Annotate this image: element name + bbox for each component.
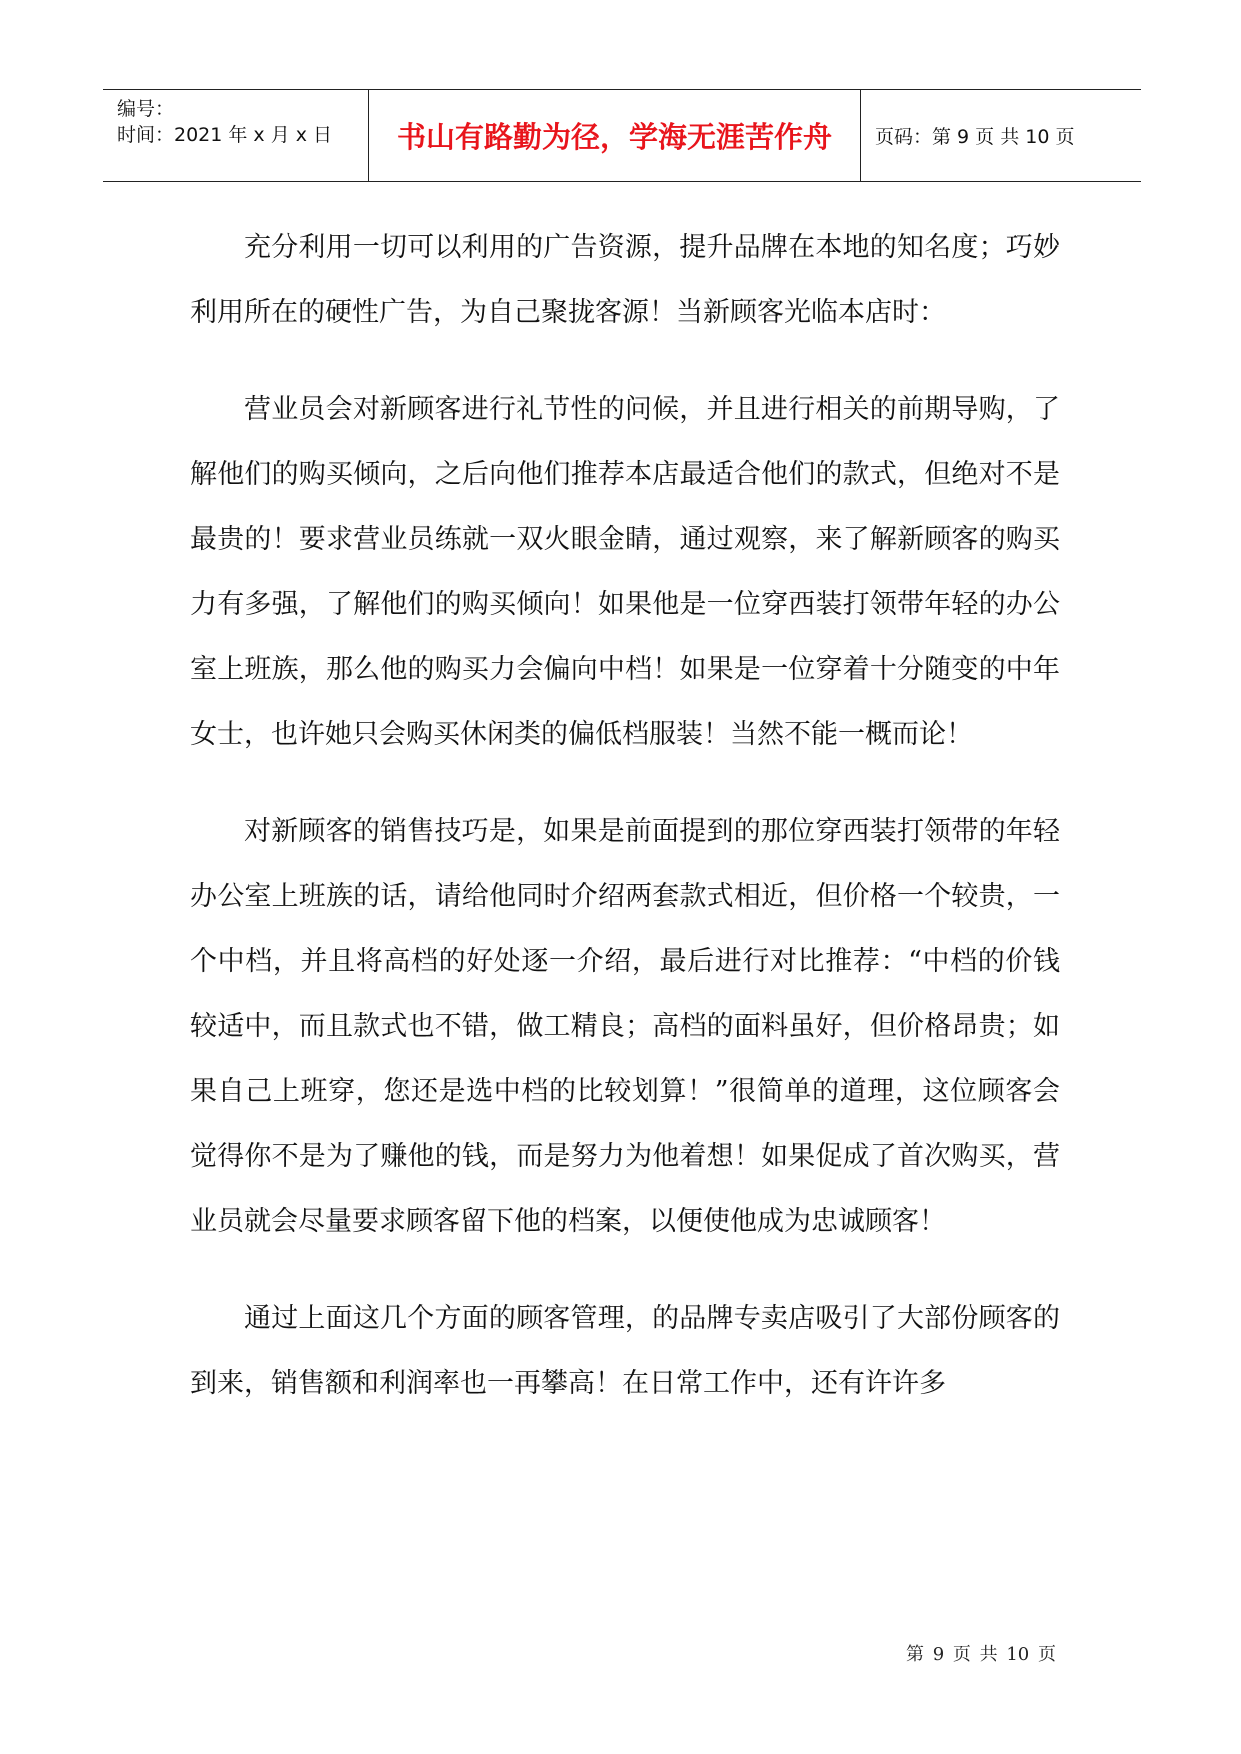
paragraph: 对新顾客的销售技巧是，如果是前面提到的那位穿西装打领带的年轻办公室上班族的话，请给他同时介绍两套款式相近，但价格一个较贵，一个中档，并且将高档的好处逐一介绍，最后进行对比推荐：“中档的价钱较适中，而且款式也不错，做工精良；高档的面料虽好，但价格昂贵；如果自己上班穿，您还是选中档的比较划算！”很简单的道理，这位顾客会觉得你不是为了赚他的钱，而是努力为他着想！如果促成了首次购买，营业员就会尽量要求顾客留下他的档案，以便使他成为忠诚顾客！ xyxy=(190,816,1060,1237)
paragraph: 营业员会对新顾客进行礼节性的问候，并且进行相关的前期导购，了解他们的购买倾向，之后向他们推荐本店最适合他们的款式，但绝对不是最贵的！要求营业员练就一双火眼金睛，通过观察，来了解新顾客的购买力有多强，了解他们的购买倾向！如果他是一位穿西装打领带年轻的办公室上班族，那么他的购买力会偏向中档！如果是一位穿着十分随变的中年女士，也许她只会购买休闲类的偏低档服装！当然不能一概而论！ xyxy=(190,394,1060,750)
paragraph: 充分利用一切可以利用的广告资源，提升品牌在本地的知名度；巧妙利用所在的硬性广告，为自己聚拢客源！当新顾客光临本店时： xyxy=(190,232,1060,328)
page-header xyxy=(103,89,1141,182)
header-meta-cell xyxy=(103,90,369,181)
date-label: 时间：2021 年 x 月 x 日 xyxy=(117,124,333,146)
document-body xyxy=(190,215,1060,1448)
header-page-info: 页码：第 9 页 共 10 页 xyxy=(875,126,1075,148)
paragraph: 通过上面这几个方面的顾客管理，的品牌专卖店吸引了大部份顾客的到来，销售额和利润率也一再攀高！在日常工作中，还有许许多 xyxy=(190,1303,1060,1399)
serial-number-label: 编号： xyxy=(117,98,175,120)
header-motto: 书山有路勤为径，学海无涯苦作舟 xyxy=(369,90,861,181)
page-footer: 第 9 页 共 10 页 xyxy=(906,1644,1056,1665)
